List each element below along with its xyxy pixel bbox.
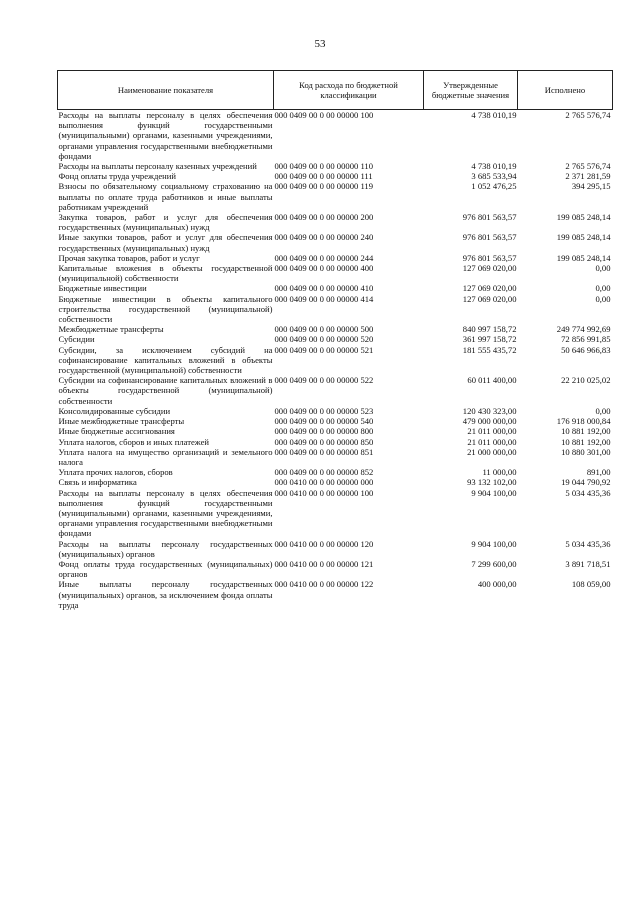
approved-value: 840 997 158,72: [462, 324, 517, 335]
expense-code: 000 0409 00 0 00 00000 200: [274, 212, 374, 223]
expense-code: 000 0409 00 0 00 00000 119: [274, 181, 374, 192]
executed-value: 5 034 435,36: [565, 487, 611, 498]
expense-code: 000 0409 00 0 00 00000 850: [274, 436, 374, 447]
approved-value: 976 801 563,57: [462, 252, 517, 263]
approved-value: 127 069 020,00: [462, 263, 517, 274]
indicator-name: Капитальные вложения в объекты государственной (муниципальной) собственности: [58, 263, 273, 284]
expense-code: 000 0410 00 0 00 00000 122: [274, 579, 374, 590]
executed-value: 10 881 192,00: [561, 436, 611, 447]
approved-value: 3 685 533,94: [471, 171, 517, 182]
approved-value: 127 069 020,00: [462, 283, 517, 294]
indicator-name: Межбюджетные трансферты: [58, 324, 164, 335]
executed-value: 50 646 966,83: [561, 344, 611, 355]
indicator-name: Иные межбюджетные трансферты: [58, 416, 185, 427]
expense-code: 000 0409 00 0 00 00000 240: [274, 232, 374, 243]
executed-value: 199 085 248,14: [556, 212, 611, 223]
approved-value: 7 299 600,00: [471, 558, 517, 569]
table-row: [58, 559, 613, 579]
expense-code: 000 0409 00 0 00 00000 521: [274, 344, 374, 355]
table-row: [58, 161, 613, 171]
table-row: [58, 232, 613, 252]
indicator-name: Иные закупки товаров, работ и услуг для обеспечения государственных (муниципальных) нужд: [58, 232, 273, 253]
table-row: [58, 375, 613, 406]
executed-value: 394 295,15: [571, 181, 611, 192]
expense-code: 000 0409 00 0 00 00000 800: [274, 426, 374, 437]
table-row: [58, 181, 613, 212]
executed-value: 2 765 576,74: [565, 110, 611, 120]
approved-value: 21 011 000,00: [467, 426, 517, 437]
page-number: 53: [314, 38, 326, 50]
table-row: [58, 467, 613, 477]
header-approved-values: Утвержденные бюджетные значения: [424, 71, 518, 110]
expense-code: 000 0409 00 0 00 00000 540: [274, 416, 374, 427]
executed-value: 10 881 192,00: [561, 426, 611, 437]
expense-code: 000 0410 00 0 00 00000 100: [274, 487, 374, 498]
expense-code: 000 0409 00 0 00 00000 400: [274, 263, 374, 274]
table-row: [58, 212, 613, 232]
executed-value: 0,00: [595, 263, 611, 274]
indicator-name: Расходы на выплаты персоналу казенных учреждений: [58, 161, 257, 172]
table-row: [58, 171, 613, 181]
executed-value: 2 765 576,74: [565, 161, 611, 172]
executed-value: 5 034 435,36: [565, 538, 611, 549]
indicator-name: Расходы на выплаты персоналу государственных (муниципальных) органов: [58, 538, 273, 559]
expense-code: 000 0409 00 0 00 00000 851: [274, 446, 374, 457]
header-expense-code: Код расхода по бюджетной классификации: [274, 71, 424, 110]
indicator-name: Фонд оплаты труда государственных (муниципальных) органов: [58, 558, 273, 580]
approved-value: 976 801 563,57: [462, 232, 517, 243]
table-row: [58, 539, 613, 559]
indicator-name: Прочая закупка товаров, работ и услуг: [58, 252, 200, 263]
expense-code: 000 0409 00 0 00 00000 500: [274, 324, 374, 335]
table-row: [58, 294, 613, 325]
header-indicator-name: Наименование показателя: [58, 71, 274, 110]
expense-code: 000 0409 00 0 00 00000 520: [274, 334, 374, 345]
approved-value: 127 069 020,00: [462, 293, 517, 304]
indicator-name: Взносы по обязательному социальному страхованию на выплаты по оплате труда работников и иные выплаты работникам учреждений: [58, 181, 273, 212]
expense-code: 000 0409 00 0 00 00000 100: [274, 110, 374, 120]
executed-value: 72 856 991,85: [561, 334, 611, 345]
executed-value: 108 059,00: [571, 579, 611, 590]
expense-code: 000 0409 00 0 00 00000 244: [274, 252, 374, 263]
indicator-name: Иные выплаты персоналу государственных (муниципальных) органов, за исключением фонда оплаты труда: [58, 579, 273, 610]
table-row: [58, 334, 613, 344]
expense-code: 000 0409 00 0 00 00000 522: [274, 375, 374, 386]
approved-value: 11 000,00: [482, 467, 517, 478]
approved-value: 1 052 476,25: [471, 181, 517, 192]
expense-code: 000 0409 00 0 00 00000 410: [274, 283, 374, 294]
approved-value: 9 904 100,00: [471, 538, 517, 549]
approved-value: 400 000,00: [477, 579, 517, 590]
table-row: [58, 324, 613, 334]
indicator-name: Консолидированные субсидии: [58, 405, 171, 416]
table-row: [58, 416, 613, 426]
table-header: [58, 71, 613, 110]
indicator-name: Субсидии, за исключением субсидий на софинансирование капитальных вложений в объекты государственной (муниципальной) собственности: [58, 344, 273, 376]
expense-code: 000 0409 00 0 00 00000 111: [274, 171, 373, 182]
indicator-name: Бюджетные инвестиции в объекты капитального строительства государственной (муниципальной) собственности: [58, 293, 273, 325]
indicator-name: Закупка товаров, работ и услуг для обеспечения государственных (муниципальных) нужд: [58, 212, 273, 233]
executed-value: 19 044 790,92: [561, 477, 611, 488]
table-row: [58, 283, 613, 293]
indicator-name: Связь и информатика: [58, 477, 137, 488]
table-row: [58, 426, 613, 436]
indicator-name: Расходы на выплаты персоналу в целях обеспечения выполнения функций государственными (муниципальными) органами, казенными учреждениями, органами управления государственными внебюджетными фондами: [58, 110, 273, 161]
table-row: [58, 253, 613, 263]
indicator-name: Уплата налога на имущество организаций и земельного налога: [58, 446, 273, 467]
header-executed: Исполнено: [518, 71, 613, 110]
table-row: [58, 345, 613, 376]
executed-value: 3 891 718,51: [565, 558, 611, 569]
executed-value: 10 880 301,00: [561, 446, 611, 457]
expense-code: 000 0409 00 0 00 00000 852: [274, 467, 374, 478]
indicator-name: Иные бюджетные ассигнования: [58, 426, 175, 437]
executed-value: 0,00: [595, 405, 611, 416]
table-row: [58, 437, 613, 447]
approved-value: 21 011 000,00: [467, 436, 517, 447]
expense-code: 000 0409 00 0 00 00000 110: [274, 161, 374, 172]
table-row: [58, 447, 613, 467]
indicator-name: Субсидии на софинансирование капитальных вложений в объекты государственной (муниципальной) собственности: [58, 375, 273, 406]
expense-code: 000 0410 00 0 00 00000 121: [274, 558, 374, 569]
indicator-name: Бюджетные инвестиции: [58, 283, 147, 294]
expense-code: 000 0409 00 0 00 00000 414: [274, 293, 374, 304]
executed-value: 891,00: [586, 467, 611, 478]
approved-value: 4 738 010,19: [471, 161, 517, 172]
executed-value: 22 210 025,02: [561, 375, 611, 386]
approved-value: 120 430 323,00: [462, 405, 517, 416]
approved-value: 976 801 563,57: [462, 212, 517, 223]
table-row: [58, 406, 613, 416]
executed-value: 2 371 281,59: [565, 171, 611, 182]
executed-value: 176 918 000,84: [556, 416, 611, 427]
executed-value: 199 085 248,14: [556, 232, 611, 243]
executed-value: 0,00: [595, 293, 611, 304]
indicator-name: Расходы на выплаты персоналу в целях обеспечения выполнения функций государственными (муниципальными) органами, казенными учреждениями, органами управления государственными внебюджетными фондами: [58, 487, 273, 539]
budget-execution-table: [57, 70, 613, 610]
indicator-name: Уплата прочих налогов, сборов: [58, 467, 173, 478]
expense-code: 000 0409 00 0 00 00000 523: [274, 405, 374, 416]
executed-value: 199 085 248,14: [556, 252, 611, 263]
approved-value: 479 000 000,00: [462, 416, 517, 427]
table-body: [58, 110, 613, 610]
table-row: [58, 488, 613, 539]
executed-value: 249 774 992,69: [556, 324, 611, 335]
indicator-name: Уплата налогов, сборов и иных платежей: [58, 436, 210, 447]
expense-code: 000 0410 00 0 00 00000 120: [274, 538, 374, 549]
approved-value: 4 738 010,19: [471, 110, 517, 120]
table-row: [58, 477, 613, 487]
approved-value: 9 904 100,00: [471, 487, 517, 498]
executed-value: 0,00: [595, 283, 611, 294]
table-row: [58, 579, 613, 610]
approved-value: 93 132 102,00: [467, 477, 517, 488]
indicator-name: Фонд оплаты труда учреждений: [58, 171, 176, 182]
table-row: [58, 263, 613, 283]
approved-value: 181 555 435,72: [462, 344, 517, 355]
approved-value: 21 000 000,00: [467, 446, 517, 457]
approved-value: 361 997 158,72: [462, 334, 517, 345]
expense-code: 000 0410 00 0 00 00000 000: [274, 477, 374, 488]
indicator-name: Субсидии: [58, 334, 95, 345]
approved-value: 60 011 400,00: [467, 375, 517, 386]
table-row: [58, 110, 613, 162]
